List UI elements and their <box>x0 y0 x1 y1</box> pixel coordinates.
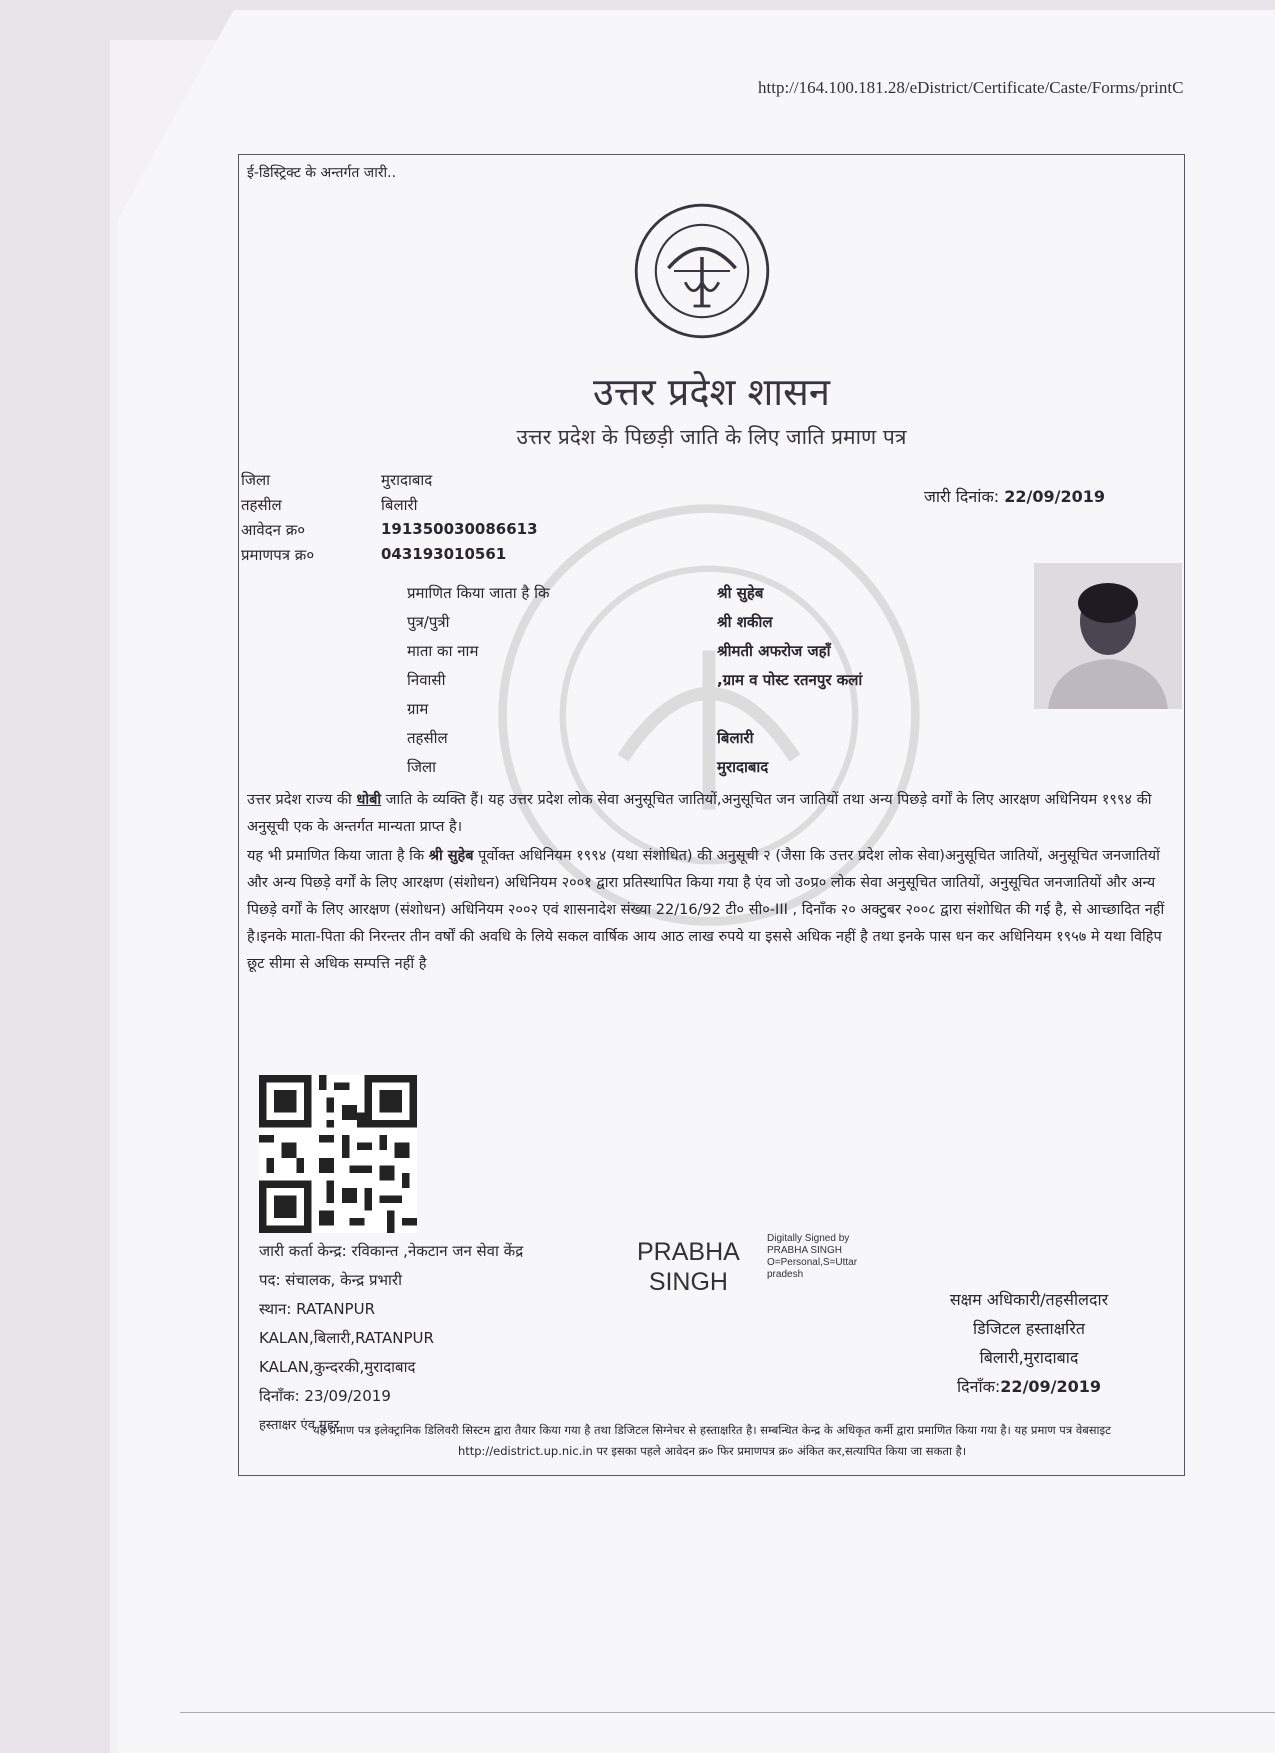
issue-date-label: जारी दिनांक: <box>924 487 1000 506</box>
application-number: 191350030086613 <box>381 520 538 538</box>
authority-date-label: दिनाँक: <box>956 1377 1001 1396</box>
field-label: पुत्र/पुत्री <box>407 613 450 631</box>
applicant-photo <box>1034 563 1182 709</box>
district-value: मुरादाबाद <box>381 471 433 489</box>
applicant-name: श्री सुहेब <box>428 848 474 864</box>
signature-name-line1: PRABHA <box>637 1238 740 1266</box>
field-value: श्री शकील <box>717 613 773 631</box>
district-label: जिला <box>241 471 271 489</box>
issued-note: ई-डिस्ट्रिक्ट के अन्तर्गत जारी.. <box>247 165 397 181</box>
issuer-details <box>259 1237 523 1440</box>
certificate-frame <box>238 154 1185 1476</box>
certificate-label: प्रमाणपत्र क्र० <box>241 546 315 564</box>
digital-signature-meta <box>767 1233 857 1281</box>
authority-location: बिलारी,मुरादाबाद <box>979 1348 1079 1367</box>
signature-meta-1: Digitally Signed by <box>767 1233 850 1244</box>
para2-text-a: यह भी प्रमाणित किया जाता है कि <box>247 848 429 864</box>
authority-date-value: 22/09/2019 <box>1000 1377 1102 1396</box>
field-value: बिलारी <box>717 729 754 747</box>
field-label: निवासी <box>407 671 446 689</box>
issue-date-value: 22/09/2019 <box>1004 487 1105 506</box>
signature-name-line2: SINGH <box>648 1268 728 1296</box>
issuer-signature-label: हस्ताक्षर एंव मुहर <box>259 1418 340 1433</box>
field-label: माता का नाम <box>407 642 479 660</box>
competent-authority <box>879 1285 1179 1401</box>
field-label: ग्राम <box>407 700 429 718</box>
caste-name: धोबी <box>356 792 382 808</box>
issuer-place-3: KALAN,कुन्दरकी,मुरादाबाद <box>259 1358 416 1376</box>
person-photo-icon <box>1034 563 1182 709</box>
signature-meta-3: O=Personal,S=Uttar <box>767 1257 858 1268</box>
issue-date <box>924 485 1105 507</box>
signature-meta-4: pradesh <box>767 1269 804 1280</box>
field-value: श्रीमती अफरोज जहाँ <box>717 642 831 660</box>
up-government-emblem-icon <box>632 201 772 341</box>
authority-title: सक्षम अधिकारी/तहसीलदार <box>949 1290 1109 1309</box>
page-title: उत्तर प्रदेश शासन <box>593 370 830 414</box>
para1-text-b: जाति के व्यक्ति हैं। यह उत्तर प्रदेश लोक सेवा अनुसूचित जातियों,अनुसूचित जन जातियों तथा अन्य पिछड़े वर्गों के लिए आरक्षण अधिनियम १९९४ की अनुसूची एक के अन्तर्गत मान्यता प्राप्त है। <box>247 792 1152 835</box>
authority-date <box>879 1372 1179 1401</box>
digital-signature-name <box>637 1237 740 1297</box>
issuer-post: पद: संचालक, केन्द्र प्रभारी <box>259 1271 402 1289</box>
issuer-center: जारी कर्ता केन्द्र: रविकान्त ,नेकटान जन सेवा केंद्र <box>259 1242 524 1260</box>
tehsil-label: तहसील <box>241 496 282 514</box>
tehsil-value: बिलारी <box>381 496 418 514</box>
qr-code <box>259 1075 417 1233</box>
application-label: आवेदन क्र० <box>241 521 306 539</box>
page-subtitle: उत्तर प्रदेश के पिछड़ी जाति के लिए जाति प्रमाण पत्र <box>516 425 907 449</box>
field-value: ,ग्राम व पोस्ट रतनपुर कलां <box>717 671 863 689</box>
field-label: जिला <box>407 758 437 776</box>
issuer-place: स्थान: RATANPUR <box>259 1300 375 1318</box>
field-value: श्री सुहेब <box>717 584 764 602</box>
issuer-place-2: KALAN,बिलारी,RATANPUR <box>259 1329 434 1347</box>
authority-digital: डिजिटल हस्ताक्षरित <box>973 1319 1085 1338</box>
print-url: http://164.100.181.28/eDistrict/Certificate/Caste/Forms/printC <box>758 78 1184 97</box>
certificate-number: 043193010561 <box>381 545 507 563</box>
field-label: तहसील <box>407 729 448 747</box>
field-label: प्रमाणित किया जाता है कि <box>407 584 550 602</box>
signature-meta-2: PRABHA SINGH <box>767 1245 843 1256</box>
field-value: मुरादाबाद <box>717 758 769 776</box>
para2-text-b: पूर्वोक्त अधिनियम १९९४ (यथा संशोधित) की अनुसूची २ (जैसा कि उत्तर प्रदेश लोक सेवा)अनुसूचित जातियों, अनुसूचित जनजातियों और अन्य पिछड़े वर्गों के लिए आरक्षण (संशोधन) अधिनियम २००१ द्वारा प्रतिस्थापित किया गया है एंव जो उ०प्र० लोक सेवा अनुसूचित जातियों, अनुसूचित जनजातियों और अन्य पिछड़े वर्गों के लिए आरक्षण (संशोधन) अधिनियम २००२ एवं शासनादेश संख्या 22/16/92 टी० सी०-III , दिनाँक २० अक्टुबर २००८ द्वारा संशोधित की गई है, से आच्छादित नहीं है।इनके माता-पिता की निरन्तर तीन वर्षों की अवधि के लिये सकल वार्षिक आय आठ लाख रुपये या इससे अधिक नहीं है तथा इनके पास धन कर अधिनियम १९५७ मे यथा विहिप छूट सीमा से अधिक सम्पत्ति नहीं है <box>247 848 1165 972</box>
certification-paragraph <box>247 843 1177 978</box>
para1-text-a: उत्तर प्रदेश राज्य की <box>247 792 357 808</box>
verification-footnote: यह प्रमाण पत्र इलेक्ट्रानिक डिलिवरी सिस्टम द्वारा तैयार किया गया है तथा डिजिटल सिग्नेचर से हस्ताक्षरित है। सम्बन्धित केन्द्र के अधिकृत कर्मी द्वारा प्रमाणित किया गया है। यह प्रमाण पत्र वेबसाइट http://edistrict.up.nic.in पर इसका पहले आवेदन क्र० फिर प्रमाणपत्र क्र० अंकित कर,सत्यापित किया जा सकता है। <box>313 1423 1111 1458</box>
caste-paragraph <box>247 787 1177 841</box>
issuer-date: दिनाँक: 23/09/2019 <box>259 1387 391 1405</box>
page-edge-line <box>180 1712 1275 1713</box>
qr-code-icon <box>259 1075 417 1233</box>
